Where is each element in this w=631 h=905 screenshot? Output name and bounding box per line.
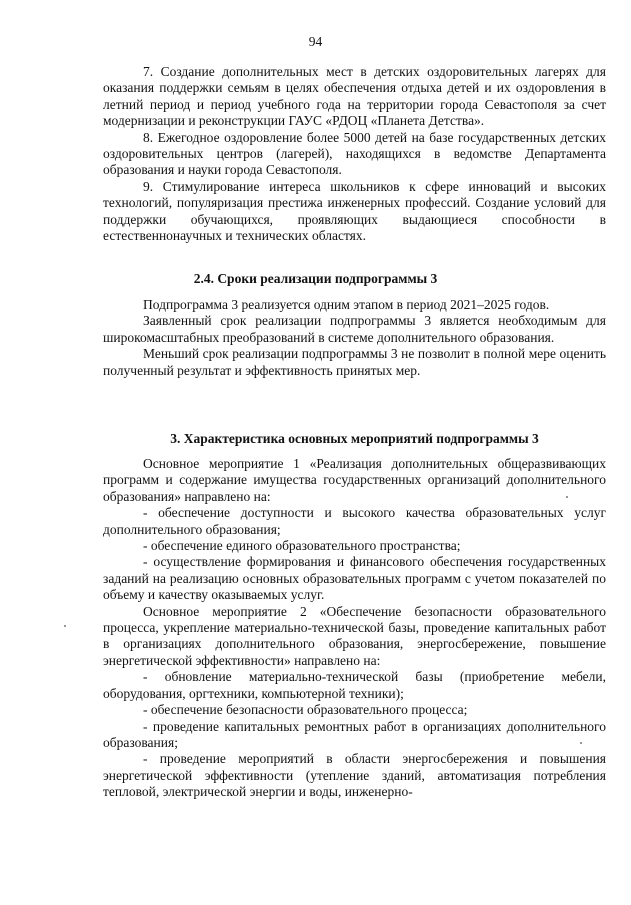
- list-item: - проведение мероприятий в области энергосбережения и повышения энергетической эффективности (утепление зданий, автоматизация потребления тепловой, электрической энергии и воды, инженерно-: [103, 751, 606, 800]
- measure-1-intro: Основное мероприятие 1 «Реализация дополнительных общеразвивающих программ и содержание имущества государственных организаций дополнительного образования» направлено на:: [103, 456, 606, 504]
- goal-8: 8. Ежегодное оздоровление более 5000 детей на базе государственных детских оздоровительных центров (лагерей), находящихся в ведомстве Департамента образования и науки города Севастополя.: [103, 129, 606, 178]
- section-2-4-body: [103, 297, 606, 379]
- list-item: - обеспечение доступности и высокого качества образовательных услуг дополнительного образования;: [103, 505, 606, 537]
- paragraph: Подпрограмма 3 реализуется одним этапом в период 2021–2025 годов.: [143, 297, 550, 312]
- page-number: 94: [308, 34, 323, 49]
- measure-2-intro: Основное мероприятие 2 «Обеспечение безопасности образовательного процесса, укрепление материально-технической базы, проведение капитальных работ в организациях дополнительного образования, энергосбережение, повышение энергетической эффективности» направлено на:: [103, 603, 606, 668]
- list-item: - осуществление формирования и финансового обеспечения государственных заданий на реализацию основных образовательных программ с учетом показателей по объему и качеству оказываемых услуг.: [103, 554, 606, 603]
- scan-speck: [580, 742, 582, 744]
- scan-speck: [566, 496, 568, 498]
- goals-list: [103, 64, 606, 244]
- scan-speck: [64, 625, 66, 627]
- paragraph: Заявленный срок реализации подпрограммы 3 является необходимым для широкомасштабных преобразований в системе дополнительного образования.: [103, 313, 606, 345]
- goal-7: 7. Создание дополнительных мест в детских оздоровительных лагерях для оказания поддержки семьям в целях обеспечения отдыха детей и их оздоровления в летний период и период учебного года на территории города Севастополя за счет модернизации и реконструкции ГАУС «РДОЦ «Планета Детства».: [103, 64, 606, 129]
- list-item: - обеспечение единого образовательного пространства;: [143, 538, 461, 554]
- section-3-heading: 3. Характеристика основных мероприятий подпрограммы 3: [170, 431, 539, 446]
- list-item: - обеспечение безопасности образовательного процесса;: [143, 702, 468, 718]
- section-3-body: [103, 456, 606, 801]
- goal-9: 9. Стимулирование интереса школьников к сфере инноваций и высоких технологий, популяризация престижа инженерных профессий. Создание условий для поддержки обучающихся, проявляющих выдающиеся способности в естественнонаучных и технических областях.: [103, 178, 606, 244]
- section-2-4-heading: 2.4. Сроки реализации подпрограммы 3: [193, 271, 438, 286]
- paragraph: Меньший срок реализации подпрограммы 3 не позволит в полной мере оценить полученный результат и эффективность принятых мер.: [103, 346, 606, 378]
- list-item: - проведение капитальных ремонтных работ в организациях дополнительного образования;: [103, 718, 606, 750]
- list-item: - обновление материально-технической базы (приобретение мебели, оборудования, оргтехники, компьютерной техники);: [103, 669, 606, 701]
